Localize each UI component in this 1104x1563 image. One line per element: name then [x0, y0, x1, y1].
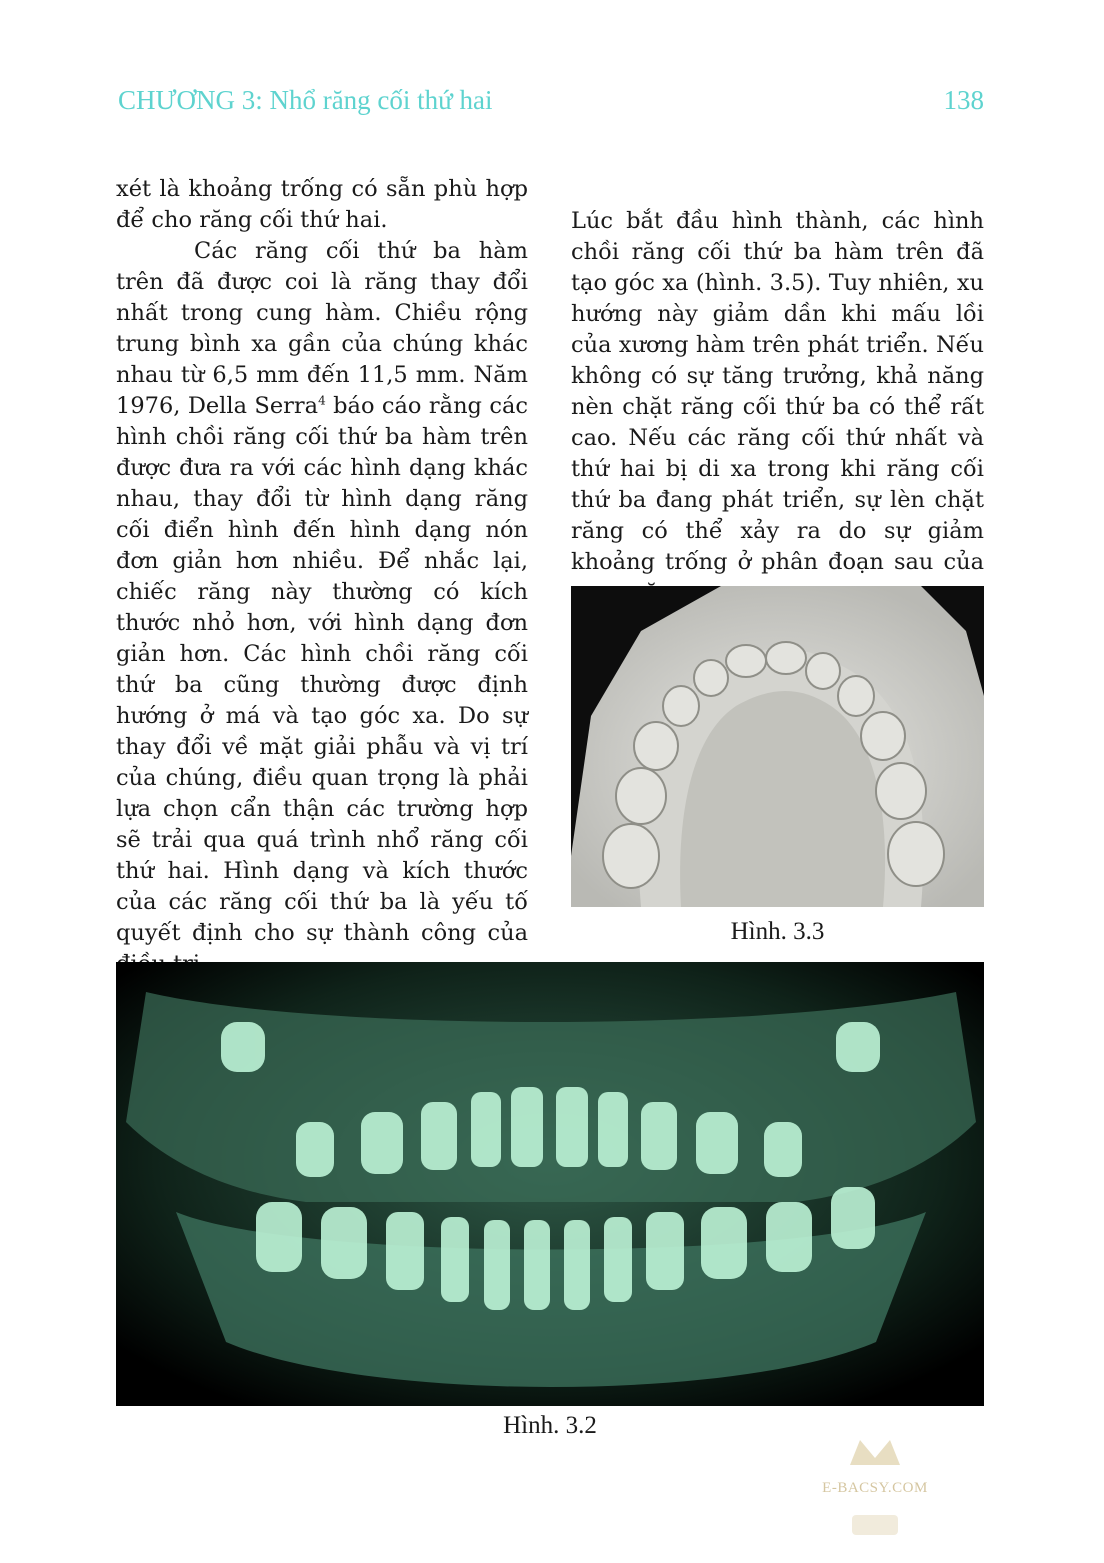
paragraph-third-molars — [116, 236, 528, 980]
dental-cast-illustration — [571, 586, 984, 907]
page-header — [118, 80, 984, 120]
panoramic-xray-illustration — [116, 962, 984, 1406]
watermark-text: E-BACSY.COM — [822, 1480, 928, 1496]
paragraph-text-end: báo cáo rằng các hình chồi răng cối thứ ba hàm trên được đưa ra với các hình dạng khác nhau, thay đổi từ hình dạng răng cối điển hình đến hình dạng nón đơn giản hơn nhiều. Để nhắc lại, chiếc răng này thường có kích thước nhỏ hơn, với hình dạng đơn giản hơn. Các hình chồi răng cối thứ ba cũng thường được định hướng ở má và tạo góc xa. Do sự thay đổi về mặt giải phẫu và vị trí của chúng, điều quan trọng là phải lựa chọn cẩn thận các trường hợp sẽ trải qua quá trình nhổ răng cối thứ hai. Hình dạng và kích thước của các răng cối thứ ba là yếu tố quyết định cho sự thành công của — [116, 393, 528, 946]
figure-3-2-caption: Hình. 3.2 — [503, 1412, 597, 1439]
reference-marker: 4 — [318, 393, 326, 408]
figure-3-3-dental-cast-photo — [571, 586, 984, 907]
right-column — [571, 206, 984, 609]
watermark-logo — [820, 1430, 930, 1540]
chapter-title: CHƯƠNG 3: Nhổ răng cối thứ hai — [118, 84, 493, 115]
figure-3-3-caption: Hình. 3.3 — [730, 918, 825, 945]
page-number: 138 — [943, 84, 984, 115]
paragraph-continuation: xét là khoảng trống có sẵn phù hợp để cho răng cối thứ hai. — [116, 176, 528, 233]
left-column — [116, 174, 528, 980]
paragraph-development: Lúc bắt đầu hình thành, các hình chồi răng cối thứ ba hàm trên đã tạo góc xa (hình. 3.5). Tuy nhiên, xu hướng này giảm dần khi mấu lồi của xương hàm trên phát triển. Nếu không có sự tăng trưởng, khả năng nèn chặt răng cối thứ ba có thể rất cao. Nếu các răng cối thứ nhất và thứ hai bị di xa trong khi răng cối thứ ba đang phát triển, sự lèn chặt răng có thể xảy ra do sự giảm khoảng trống ở phân đoạn sau của — [571, 208, 984, 575]
figure-3-2-panoramic-xray — [116, 962, 984, 1406]
paragraph-text-start: Các răng cối thứ ba hàm trên đã được coi là răng thay đổi nhất trong cung hàm. Chiều rộng trung bình xa gần của chúng khác nhau từ 6,5 mm đến 11,5 mm. Năm 1976, Della Serra — [116, 238, 528, 419]
